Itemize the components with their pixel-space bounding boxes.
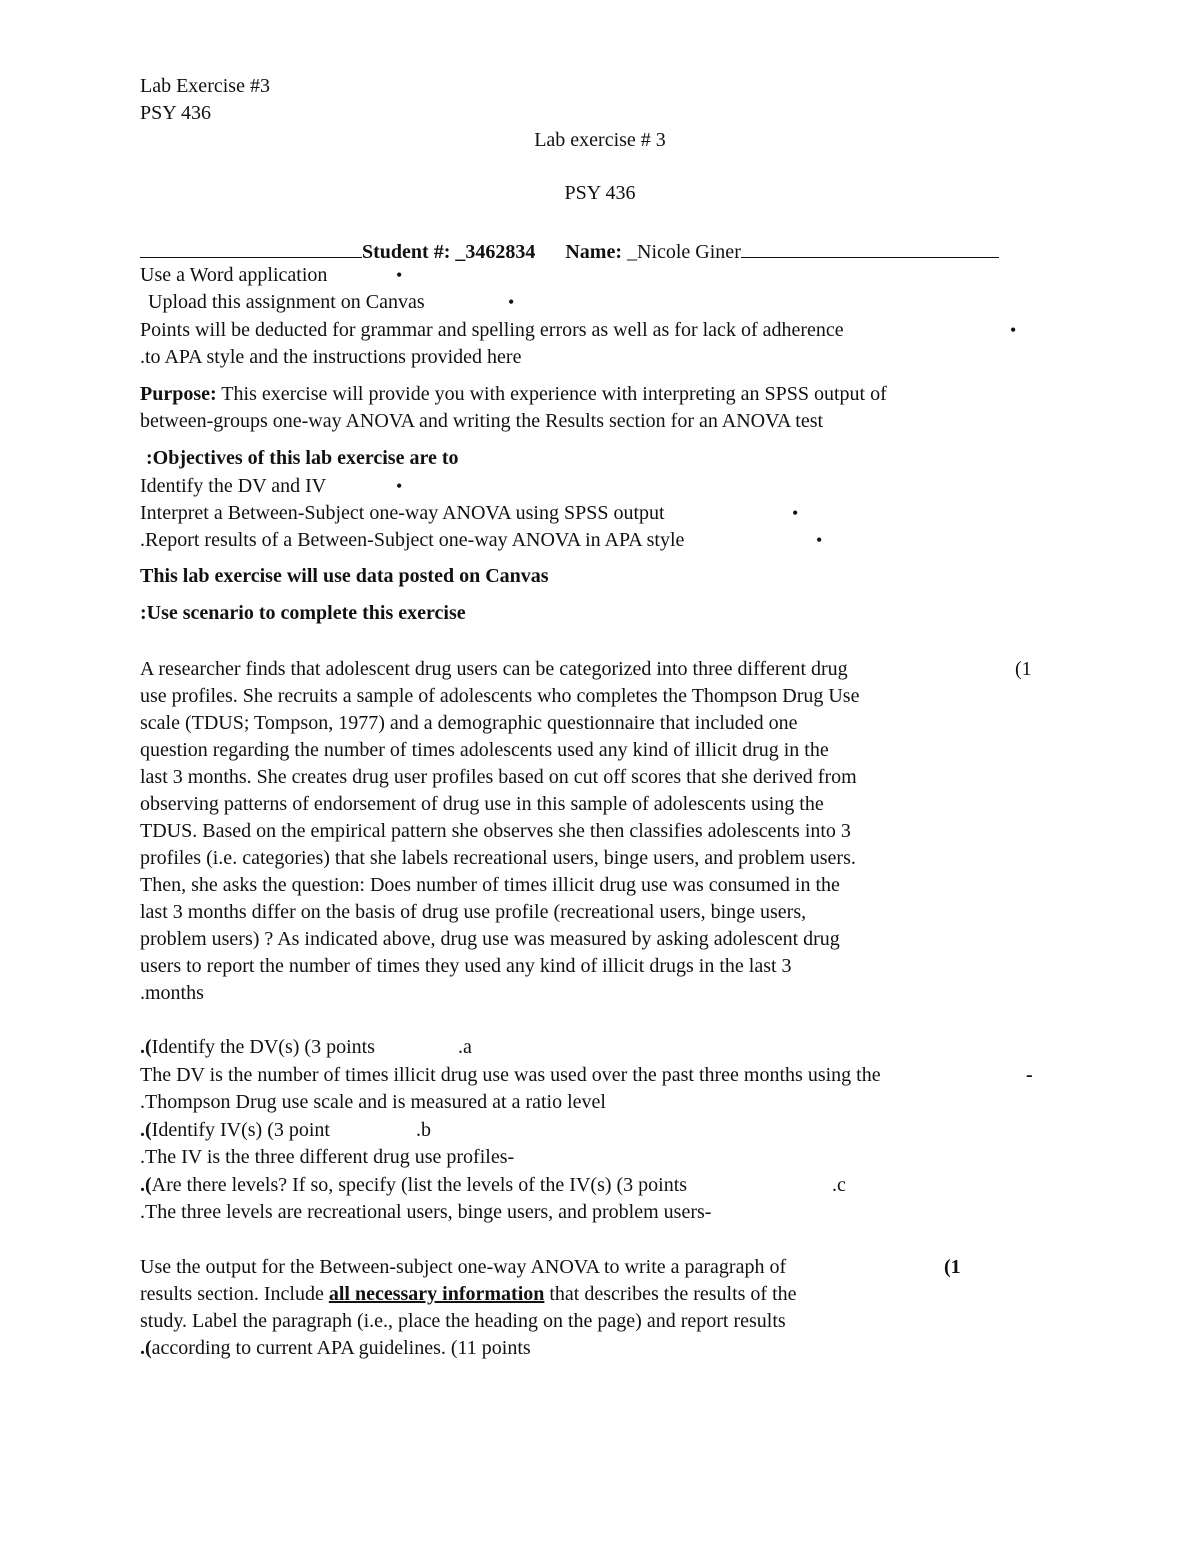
scenario-line: use profiles. She recruits a sample of adolescents who completes the Thompson Drug Use	[140, 685, 860, 707]
scenario-line: TDUS. Based on the empirical pattern she observes she then classifies adolescents into 3	[140, 820, 851, 842]
task-line-4-paren: .(	[140, 1337, 152, 1359]
underline-blank-left	[140, 235, 362, 258]
task-line-2a: results section. Include	[140, 1283, 329, 1305]
scenario-line: scale (TDUS; Tompson, 1977) and a demographic questionnaire that included one	[140, 712, 798, 734]
bullet-icon: •	[1010, 320, 1017, 340]
task-line-2c: that describes the results of the	[544, 1283, 797, 1305]
header-line-2: PSY 436	[140, 102, 211, 124]
name-value: _Nicole Giner	[627, 241, 741, 263]
bullet-icon: •	[816, 530, 823, 550]
task-number: (1	[944, 1256, 961, 1278]
student-value: _3462834	[455, 241, 536, 263]
question-c-text: Are there levels? If so, specify (list the levels of the IV(s) (3 points	[151, 1174, 688, 1196]
purpose-line-1	[140, 381, 887, 408]
task-line-2	[140, 1281, 797, 1308]
data-note: This lab exercise will use data posted on Canvas	[140, 565, 549, 587]
scenario-line: problem users) ? As indicated above, drug use was measured by asking adolescent drug	[140, 928, 840, 950]
scenario-line: question regarding the number of times adolescents used any kind of illicit drug in the	[140, 739, 829, 761]
purpose-line-2: between-groups one-way ANOVA and writing the Results section for an ANOVA test	[140, 410, 824, 432]
question-c	[140, 1172, 687, 1199]
instruction-item-3a: Points will be deducted for grammar and spelling errors as well as for lack of adherence	[140, 319, 844, 341]
scenario-line: Then, she asks the question: Does number of times illicit drug use was consumed in the	[140, 874, 840, 896]
scenario-line: A researcher finds that adolescent drug users can be categorized into three different drug	[140, 658, 848, 680]
objective-item-2: Interpret a Between-Subject one-way ANOVA using SPSS output	[140, 502, 665, 524]
task-line-4-text: according to current APA guidelines. (11 points	[151, 1337, 531, 1359]
student-label: Student #:	[362, 241, 451, 263]
name-label: Name:	[565, 241, 622, 263]
question-b-paren: .(	[140, 1119, 152, 1141]
instruction-item-3b: .to APA style and the instructions provided here	[140, 346, 522, 368]
purpose-text-1: This exercise will provide you with experience with interpreting an SPSS output of	[216, 383, 887, 405]
underline-blank-right	[741, 235, 999, 258]
scenario-line: .months	[140, 982, 204, 1004]
scenario-line: users to report the number of times they used any kind of illicit drugs in the last 3	[140, 955, 792, 977]
question-b-answer: .The IV is the three different drug use profiles-	[140, 1146, 515, 1168]
question-c-answer: .The three levels are recreational users, binge users, and problem users-	[140, 1201, 712, 1223]
scenario-line: observing patterns of endorsement of drug use in this sample of adolescents using the	[140, 793, 824, 815]
question-a	[140, 1034, 375, 1061]
bullet-icon: •	[396, 265, 403, 285]
scenario-line: last 3 months. She creates drug user profiles based on cut off scores that she derived from	[140, 766, 857, 788]
scenario-line: profiles (i.e. categories) that she labels recreational users, binge users, and problem users.	[140, 847, 856, 869]
objectives-heading: :Objectives of this lab exercise are to	[146, 447, 459, 469]
scenario-heading: :Use scenario to complete this exercise	[140, 602, 466, 624]
scenario-number: (1	[1015, 658, 1032, 680]
title-line-2: PSY 436	[564, 182, 636, 204]
task-emphasis: all necessary information	[328, 1283, 545, 1305]
header-line-1: Lab Exercise #3	[140, 75, 270, 97]
bullet-icon: •	[792, 503, 799, 523]
question-a-text: Identify the DV(s) (3 points	[151, 1036, 375, 1058]
question-a-paren: .(	[140, 1036, 152, 1058]
instruction-item-1: Use a Word application	[140, 264, 328, 286]
question-b	[140, 1117, 330, 1144]
task-line-4	[140, 1335, 531, 1362]
question-c-letter: .c	[832, 1174, 846, 1196]
question-a-answer-1: The DV is the number of times illicit drug use was used over the past three months using the	[140, 1064, 881, 1086]
instruction-item-2: Upload this assignment on Canvas	[148, 291, 425, 313]
bullet-icon: •	[508, 292, 515, 312]
task-line-1: Use the output for the Between-subject one-way ANOVA to write a paragraph of	[140, 1256, 787, 1278]
question-a-dash: -	[1026, 1064, 1033, 1086]
question-c-paren: .(	[140, 1174, 152, 1196]
title-line-1: Lab exercise # 3	[534, 129, 666, 151]
question-a-answer-2: .Thompson Drug use scale and is measured at a ratio level	[140, 1091, 606, 1113]
question-b-text: Identify IV(s) (3 point	[151, 1119, 330, 1141]
question-a-letter: .a	[458, 1036, 472, 1058]
bullet-icon: •	[396, 476, 403, 496]
task-line-3: study. Label the paragraph (i.e., place the heading on the page) and report results	[140, 1310, 786, 1332]
objective-item-1: Identify the DV and IV	[140, 475, 327, 497]
objective-item-3: .Report results of a Between-Subject one-way ANOVA in APA style	[140, 529, 685, 551]
scenario-line: last 3 months differ on the basis of drug use profile (recreational users, binge users,	[140, 901, 807, 923]
question-b-letter: .b	[416, 1119, 431, 1141]
purpose-label: Purpose:	[140, 383, 217, 405]
